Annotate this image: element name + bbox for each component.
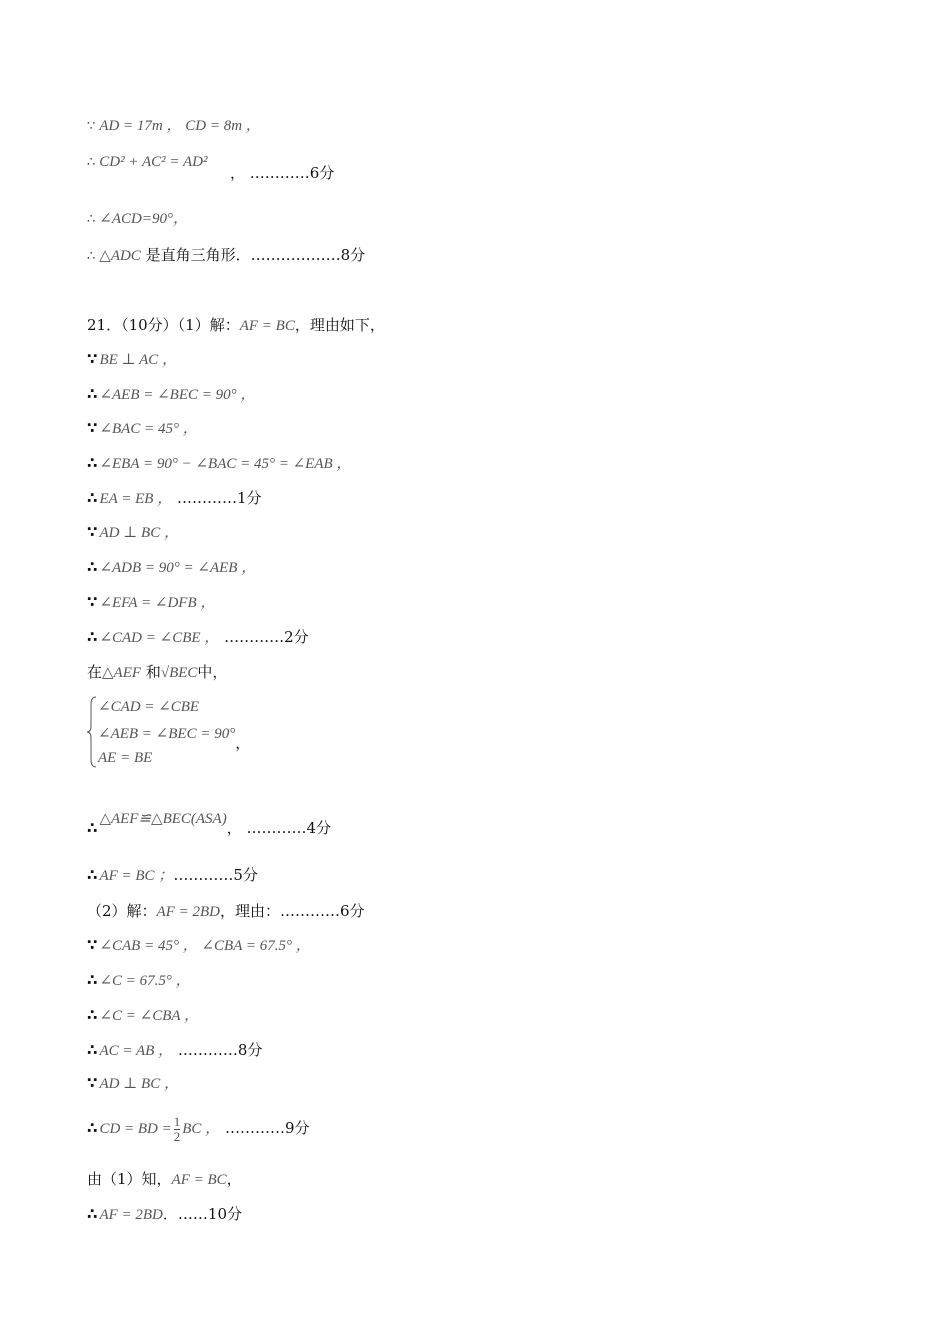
- step-13: [87, 934, 311, 956]
- step-1: [87, 348, 177, 370]
- line-right-angle: [87, 207, 188, 229]
- step-14: [87, 969, 191, 991]
- math-expression: AF = BC: [239, 318, 295, 334]
- math-expression: AF = 2BD: [156, 904, 220, 920]
- math-expression: AF = BC: [171, 1172, 227, 1188]
- score-marker: …………2分: [224, 628, 309, 646]
- step-9: [87, 626, 309, 648]
- math-expression: ∠EBA = 90° − ∠BAC = 45° = ∠EAB ，: [99, 456, 352, 472]
- text-zhong: 中，: [197, 663, 228, 681]
- step-4: [87, 452, 351, 474]
- therefore-symbol: ∴: [87, 1205, 98, 1223]
- score-marker: …………1分: [176, 489, 262, 507]
- score-marker: …………8分: [177, 1041, 263, 1059]
- therefore-symbol: ∴: [87, 1041, 98, 1059]
- math-expression: EA = EB ，: [99, 491, 173, 507]
- because-symbol: ∵: [87, 593, 98, 611]
- therefore-symbol: ∴: [87, 866, 98, 884]
- math-expression: ∠CAB = 45° ， ∠CBA = 67.5° ，: [99, 938, 311, 954]
- step-2: [87, 383, 255, 405]
- math-expression: CD = BD =: [99, 1121, 172, 1137]
- statement-text: 是直角三角形．: [145, 246, 251, 264]
- question-label: 21．（10分）（1）解：: [87, 316, 240, 334]
- line-pythagoras: [87, 150, 207, 172]
- therefore-symbol: ∴: [87, 628, 98, 646]
- step-3: [87, 417, 198, 439]
- score-marker: …………6分: [280, 902, 365, 920]
- system-line-1: ∠CAD = ∠CBE: [98, 699, 200, 715]
- therefore-symbol: ∴: [87, 489, 98, 507]
- math-expression: AF = 2BD: [99, 1207, 163, 1223]
- because-symbol: ∵: [87, 350, 98, 368]
- line-given-lengths: [87, 114, 261, 136]
- system-brace: [87, 696, 97, 768]
- step-12: [87, 864, 258, 886]
- math-expression: ∠EFA = ∠DFB ，: [99, 595, 216, 611]
- math-expression: ∠C = ∠CBA ，: [99, 1008, 200, 1024]
- math-expression: ∠AEB = ∠BEC = 90° ，: [99, 387, 256, 403]
- statement-text: ，理由如下，: [294, 316, 385, 334]
- math-expression: ∠AEB = ∠BEC = 90°: [98, 726, 236, 742]
- score-marker: …………4分: [246, 819, 332, 837]
- line-pythagoras-score: [230, 162, 334, 184]
- therefore-symbol: ∴: [87, 558, 98, 576]
- triangle-bec: √BEC: [160, 665, 198, 681]
- score-marker: …………9分: [224, 1119, 310, 1137]
- therefore-symbol: ∴: [87, 385, 98, 403]
- text-he: 和: [145, 663, 161, 681]
- math-expression: CD² + AC² = AD²: [99, 154, 208, 170]
- step-19: [87, 1168, 242, 1190]
- because-symbol: ∵: [87, 1074, 98, 1092]
- math-expression: ∠CAD = ∠CBE ，: [99, 630, 220, 646]
- because-symbol: ∵: [87, 936, 98, 954]
- math-expression: △ADC: [99, 248, 141, 264]
- math-expression: BE ⊥ AC ，: [99, 352, 178, 368]
- system-line-3: AE = BE: [98, 750, 153, 766]
- therefore-symbol: ∴: [87, 212, 96, 227]
- comma: ，: [235, 734, 251, 752]
- math-expression: ∠BAC = 45° ，: [99, 421, 198, 437]
- part-label: （2）解：: [87, 902, 157, 920]
- score-marker: …………5分: [173, 866, 258, 884]
- congruence-statement: △AEF≌△BEC(ASA): [99, 811, 227, 827]
- math-expression: ∠ACD=90°，: [99, 211, 188, 227]
- comma: ，: [226, 1170, 242, 1188]
- step-20: [87, 1203, 242, 1225]
- score-marker: ………………8分: [250, 246, 366, 264]
- therefore-symbol: ∴: [87, 155, 96, 170]
- step-7: [87, 556, 256, 578]
- math-expression: ∠ADB = 90° = ∠AEB ，: [99, 560, 257, 576]
- period: ．: [162, 1205, 178, 1223]
- because-symbol: ∵: [87, 523, 98, 541]
- therefore-symbol: ∴: [87, 249, 96, 264]
- math-expression: AF = BC ；: [99, 868, 174, 884]
- math-expression: AC = AB ，: [99, 1043, 174, 1059]
- step-5: [87, 487, 262, 509]
- because-symbol: ∵: [87, 119, 96, 134]
- because-symbol: ∵: [87, 419, 98, 437]
- math-expression: BC ，: [182, 1121, 221, 1137]
- triangle-aef: △AEF: [102, 665, 142, 681]
- therefore-symbol: ∴: [87, 454, 98, 472]
- line-right-triangle: [87, 244, 365, 266]
- step-17: [87, 1072, 179, 1094]
- statement-text: 由（1）知，: [87, 1170, 172, 1188]
- fraction-one-half: [174, 1115, 181, 1144]
- text-zai: 在: [87, 663, 103, 681]
- step-15: [87, 1004, 199, 1026]
- part-2-header: [87, 900, 365, 922]
- comma: ，: [230, 164, 246, 182]
- step-10: [87, 661, 227, 683]
- score-marker: ……10分: [177, 1205, 242, 1223]
- score-marker: …………6分: [249, 164, 335, 182]
- step-16: [87, 1039, 262, 1061]
- statement-text: ，理由：: [220, 902, 281, 920]
- math-expression: AD = 17m ， CD = 8m ，: [99, 118, 261, 134]
- fraction-numerator: 1: [173, 1113, 181, 1129]
- fraction-denominator: 2: [173, 1128, 181, 1144]
- therefore-symbol: ∴: [87, 1119, 98, 1137]
- step-6: [87, 521, 179, 543]
- therefore-symbol: ∴: [87, 1006, 98, 1024]
- therefore-symbol: ∴: [87, 819, 98, 837]
- therefore-symbol: ∴: [87, 971, 98, 989]
- step-8: [87, 591, 215, 613]
- system-line-2: [98, 722, 251, 752]
- math-expression: AD ⊥ BC ，: [99, 1076, 179, 1092]
- step-18: [87, 1108, 310, 1148]
- comma: ，: [226, 819, 242, 837]
- math-expression: ∠C = 67.5° ，: [99, 973, 191, 989]
- step-11: [87, 807, 332, 837]
- math-expression: AD ⊥ BC ，: [99, 525, 179, 541]
- question-21-header: [87, 314, 385, 336]
